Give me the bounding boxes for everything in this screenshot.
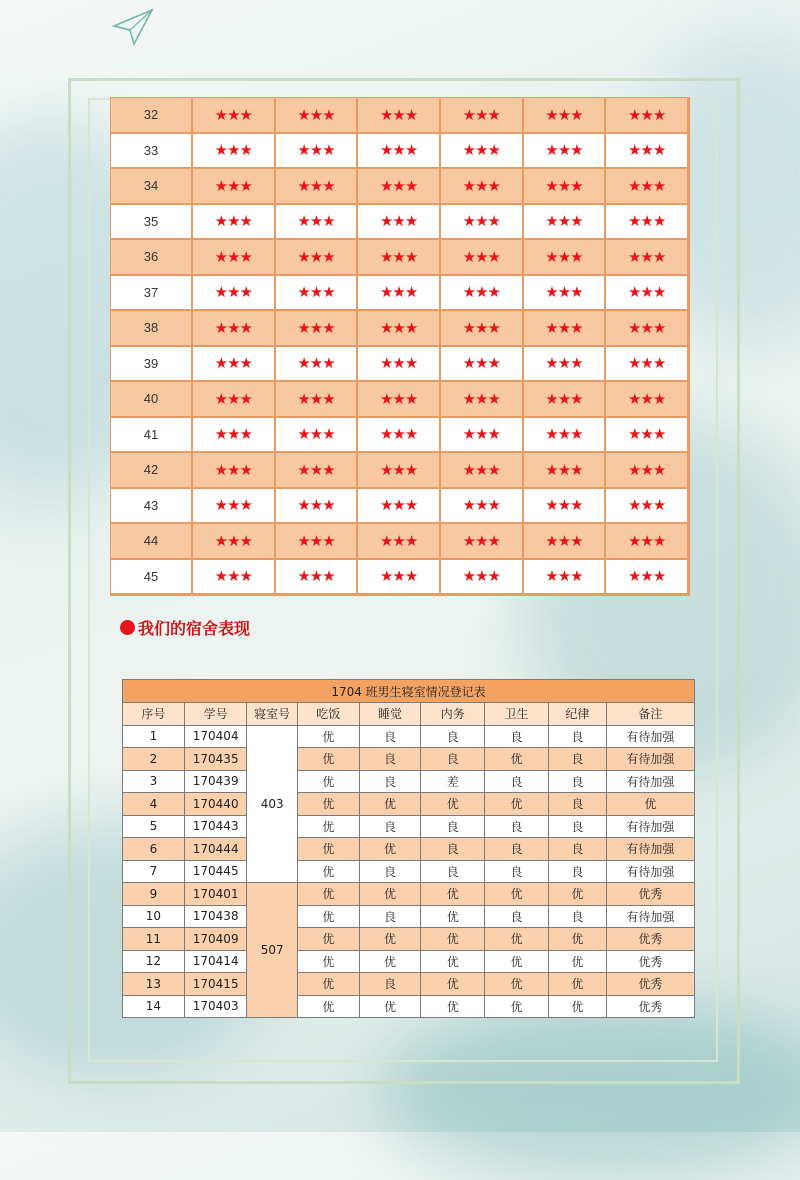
remark: 优秀: [606, 883, 694, 906]
column-header: 睡觉: [359, 703, 421, 726]
rating-discipline: 良: [548, 860, 606, 883]
rating-hygiene: 良: [485, 815, 549, 838]
rating-housekeeping: 差: [421, 770, 485, 793]
star-rating: ★★★: [358, 169, 441, 205]
rating-hygiene: 优: [485, 973, 549, 996]
dorm-registration-table: [122, 679, 695, 1018]
star-rating: ★★★: [276, 489, 359, 525]
star-rating: ★★★: [193, 134, 276, 170]
rating-hygiene: 良: [485, 725, 549, 748]
star-rating: ★★★: [276, 453, 359, 489]
star-rating: ★★★: [441, 489, 524, 525]
star-rating: ★★★: [524, 205, 607, 241]
remark: 有待加强: [606, 838, 694, 861]
rating-sleeping: 良: [359, 905, 421, 928]
rating-housekeeping: 良: [421, 815, 485, 838]
star-rating: ★★★: [358, 276, 441, 312]
section-heading: [120, 616, 250, 639]
student-number: 44: [111, 524, 193, 560]
star-rating: ★★★: [276, 134, 359, 170]
rating-discipline: 良: [548, 815, 606, 838]
star-table-row: [111, 276, 689, 312]
star-table-row: [111, 560, 689, 596]
row-index: 4: [123, 793, 185, 816]
star-rating: ★★★: [193, 169, 276, 205]
rating-discipline: 良: [548, 770, 606, 793]
rating-sleeping: 良: [359, 748, 421, 771]
rating-discipline: 优: [548, 973, 606, 996]
star-table-row: [111, 205, 689, 241]
column-header: 学号: [184, 703, 247, 726]
red-bullet-icon: [120, 620, 135, 635]
rating-hygiene: 良: [485, 838, 549, 861]
student-id: 170401: [184, 883, 247, 906]
student-number: 40: [111, 382, 193, 418]
star-rating: ★★★: [193, 418, 276, 454]
star-table-row: [111, 134, 689, 170]
star-rating: ★★★: [358, 560, 441, 596]
star-rating: ★★★: [193, 382, 276, 418]
star-rating: ★★★: [606, 240, 689, 276]
remark: 优秀: [606, 928, 694, 951]
star-rating: ★★★: [193, 205, 276, 241]
row-index: 13: [123, 973, 185, 996]
star-rating: ★★★: [524, 134, 607, 170]
rating-sleeping: 优: [359, 995, 421, 1018]
star-rating: ★★★: [524, 524, 607, 560]
rating-sleeping: 优: [359, 793, 421, 816]
star-rating: ★★★: [606, 418, 689, 454]
star-rating: ★★★: [606, 560, 689, 596]
student-id: 170443: [184, 815, 247, 838]
star-rating: ★★★: [606, 205, 689, 241]
star-rating: ★★★: [358, 240, 441, 276]
rating-discipline: 优: [548, 995, 606, 1018]
rating-eating: 优: [297, 928, 359, 951]
rating-eating: 优: [297, 905, 359, 928]
star-rating: ★★★: [358, 453, 441, 489]
rating-sleeping: 良: [359, 973, 421, 996]
row-index: 2: [123, 748, 185, 771]
rating-housekeeping: 优: [421, 793, 485, 816]
rating-eating: 优: [297, 793, 359, 816]
rating-housekeeping: 良: [421, 860, 485, 883]
student-number: 36: [111, 240, 193, 276]
student-id: 170440: [184, 793, 247, 816]
star-rating: ★★★: [524, 98, 607, 134]
star-rating: ★★★: [276, 205, 359, 241]
student-id: 170414: [184, 950, 247, 973]
star-rating: ★★★: [524, 240, 607, 276]
remark: 有待加强: [606, 770, 694, 793]
rating-eating: 优: [297, 995, 359, 1018]
rating-hygiene: 优: [485, 793, 549, 816]
section-title: 我们的宿舍表现: [138, 619, 251, 638]
star-rating: ★★★: [358, 347, 441, 383]
table-row: [123, 928, 695, 951]
column-header: 内务: [421, 703, 485, 726]
rating-eating: 优: [297, 883, 359, 906]
star-rating: ★★★: [358, 418, 441, 454]
rating-housekeeping: 优: [421, 973, 485, 996]
paper-plane-icon: [112, 6, 154, 48]
star-table-row: [111, 347, 689, 383]
remark: 有待加强: [606, 748, 694, 771]
student-number: 39: [111, 347, 193, 383]
rating-hygiene: 优: [485, 883, 549, 906]
table-row: [123, 995, 695, 1018]
rating-housekeeping: 优: [421, 883, 485, 906]
star-rating: ★★★: [441, 134, 524, 170]
star-rating: ★★★: [358, 98, 441, 134]
student-id: 170403: [184, 995, 247, 1018]
star-table-row: [111, 240, 689, 276]
remark: 优: [606, 793, 694, 816]
student-number: 34: [111, 169, 193, 205]
column-header: 纪律: [548, 703, 606, 726]
student-id: 170415: [184, 973, 247, 996]
student-number: 43: [111, 489, 193, 525]
star-rating: ★★★: [524, 347, 607, 383]
star-rating: ★★★: [606, 489, 689, 525]
rating-hygiene: 良: [485, 860, 549, 883]
row-index: 12: [123, 950, 185, 973]
rating-discipline: 良: [548, 793, 606, 816]
star-rating: ★★★: [276, 560, 359, 596]
rating-discipline: 优: [548, 950, 606, 973]
student-id: 170404: [184, 725, 247, 748]
star-rating: ★★★: [524, 276, 607, 312]
remark: 有待加强: [606, 860, 694, 883]
star-table-row: [111, 98, 689, 134]
star-rating: ★★★: [358, 489, 441, 525]
rating-housekeeping: 良: [421, 838, 485, 861]
column-header: 卫生: [485, 703, 549, 726]
student-id: 170444: [184, 838, 247, 861]
remark: 有待加强: [606, 815, 694, 838]
star-rating: ★★★: [276, 524, 359, 560]
table-row: [123, 860, 695, 883]
star-rating: ★★★: [276, 169, 359, 205]
star-rating: ★★★: [606, 169, 689, 205]
star-rating: ★★★: [441, 169, 524, 205]
rating-eating: 优: [297, 950, 359, 973]
rating-eating: 优: [297, 860, 359, 883]
star-rating: ★★★: [606, 134, 689, 170]
star-rating: ★★★: [193, 560, 276, 596]
remark: 有待加强: [606, 725, 694, 748]
rating-eating: 优: [297, 973, 359, 996]
rating-hygiene: 良: [485, 770, 549, 793]
student-id: 170435: [184, 748, 247, 771]
dorm-table-title: 1704 班男生寝室情况登记表: [123, 680, 695, 703]
star-table-row: [111, 489, 689, 525]
star-rating: ★★★: [358, 134, 441, 170]
dorm-table-header: [123, 703, 695, 726]
student-number: 37: [111, 276, 193, 312]
table-row: [123, 748, 695, 771]
star-rating: ★★★: [606, 98, 689, 134]
star-table-row: [111, 418, 689, 454]
rating-sleeping: 良: [359, 725, 421, 748]
row-index: 10: [123, 905, 185, 928]
room-number: 507: [247, 883, 297, 1018]
table-row: [123, 973, 695, 996]
rating-housekeeping: 优: [421, 995, 485, 1018]
star-rating: ★★★: [441, 205, 524, 241]
star-rating: ★★★: [524, 560, 607, 596]
star-rating: ★★★: [441, 240, 524, 276]
row-index: 9: [123, 883, 185, 906]
rating-housekeeping: 优: [421, 928, 485, 951]
row-index: 1: [123, 725, 185, 748]
star-rating: ★★★: [524, 418, 607, 454]
column-header: 备注: [606, 703, 694, 726]
star-rating: ★★★: [524, 453, 607, 489]
table-row: [123, 905, 695, 928]
star-rating: ★★★: [524, 382, 607, 418]
student-id: 170438: [184, 905, 247, 928]
student-number: 45: [111, 560, 193, 596]
star-rating: ★★★: [441, 347, 524, 383]
rating-sleeping: 优: [359, 838, 421, 861]
rating-discipline: 良: [548, 838, 606, 861]
rating-sleeping: 良: [359, 815, 421, 838]
row-index: 6: [123, 838, 185, 861]
rating-hygiene: 优: [485, 995, 549, 1018]
rating-eating: 优: [297, 725, 359, 748]
student-id: 170409: [184, 928, 247, 951]
table-row: [123, 793, 695, 816]
star-rating: ★★★: [358, 524, 441, 560]
table-row: [123, 725, 695, 748]
rating-housekeeping: 优: [421, 950, 485, 973]
student-number: 38: [111, 311, 193, 347]
star-table-row: [111, 311, 689, 347]
star-rating: ★★★: [358, 205, 441, 241]
remark: 有待加强: [606, 905, 694, 928]
star-rating: ★★★: [606, 311, 689, 347]
rating-sleeping: 良: [359, 770, 421, 793]
column-header: 吃饭: [297, 703, 359, 726]
row-index: 7: [123, 860, 185, 883]
row-index: 14: [123, 995, 185, 1018]
star-rating: ★★★: [193, 453, 276, 489]
student-number: 42: [111, 453, 193, 489]
remark: 优秀: [606, 973, 694, 996]
rating-eating: 优: [297, 838, 359, 861]
star-rating: ★★★: [524, 169, 607, 205]
star-rating: ★★★: [193, 98, 276, 134]
star-rating: ★★★: [193, 524, 276, 560]
rating-discipline: 良: [548, 905, 606, 928]
star-table-row: [111, 453, 689, 489]
table-row: [123, 950, 695, 973]
student-number: 35: [111, 205, 193, 241]
table-row: [123, 815, 695, 838]
star-rating: ★★★: [276, 240, 359, 276]
star-rating: ★★★: [441, 311, 524, 347]
row-index: 11: [123, 928, 185, 951]
star-table-row: [111, 382, 689, 418]
rating-sleeping: 优: [359, 928, 421, 951]
student-number: 32: [111, 98, 193, 134]
student-id: 170439: [184, 770, 247, 793]
star-rating: ★★★: [358, 382, 441, 418]
star-rating: ★★★: [606, 382, 689, 418]
row-index: 3: [123, 770, 185, 793]
student-number: 41: [111, 418, 193, 454]
star-rating: ★★★: [441, 98, 524, 134]
star-rating: ★★★: [193, 311, 276, 347]
star-rating: ★★★: [193, 240, 276, 276]
star-rating: ★★★: [276, 347, 359, 383]
star-rating: ★★★: [193, 347, 276, 383]
rating-hygiene: 良: [485, 905, 549, 928]
rating-hygiene: 优: [485, 950, 549, 973]
room-number: 403: [247, 725, 297, 883]
table-row: [123, 883, 695, 906]
star-rating: ★★★: [441, 453, 524, 489]
rating-discipline: 优: [548, 928, 606, 951]
rating-sleeping: 优: [359, 883, 421, 906]
star-rating: ★★★: [441, 418, 524, 454]
star-rating: ★★★: [524, 311, 607, 347]
star-rating: ★★★: [606, 453, 689, 489]
table-row: [123, 838, 695, 861]
star-rating: ★★★: [193, 276, 276, 312]
star-rating: ★★★: [276, 418, 359, 454]
row-index: 5: [123, 815, 185, 838]
star-rating: ★★★: [276, 276, 359, 312]
column-header: 序号: [123, 703, 185, 726]
rating-housekeeping: 良: [421, 725, 485, 748]
star-rating: ★★★: [441, 382, 524, 418]
rating-eating: 优: [297, 815, 359, 838]
rating-discipline: 优: [548, 883, 606, 906]
star-rating: ★★★: [441, 560, 524, 596]
rating-discipline: 良: [548, 748, 606, 771]
rating-eating: 优: [297, 770, 359, 793]
rating-sleeping: 良: [359, 860, 421, 883]
rating-hygiene: 优: [485, 748, 549, 771]
star-rating: ★★★: [606, 347, 689, 383]
star-rating: ★★★: [441, 524, 524, 560]
star-rating: ★★★: [606, 524, 689, 560]
star-rating: ★★★: [276, 311, 359, 347]
star-rating: ★★★: [441, 276, 524, 312]
rating-discipline: 良: [548, 725, 606, 748]
remark: 优秀: [606, 995, 694, 1018]
star-rating: ★★★: [276, 98, 359, 134]
star-rating: ★★★: [606, 276, 689, 312]
remark: 优秀: [606, 950, 694, 973]
table-row: [123, 770, 695, 793]
star-table-row: [111, 524, 689, 560]
star-rating-table: [110, 97, 690, 596]
star-rating: ★★★: [358, 311, 441, 347]
student-id: 170445: [184, 860, 247, 883]
rating-housekeeping: 良: [421, 748, 485, 771]
star-rating: ★★★: [276, 382, 359, 418]
student-number: 33: [111, 134, 193, 170]
star-rating: ★★★: [524, 489, 607, 525]
rating-eating: 优: [297, 748, 359, 771]
column-header: 寝室号: [247, 703, 297, 726]
rating-housekeeping: 优: [421, 905, 485, 928]
rating-sleeping: 优: [359, 950, 421, 973]
star-rating: ★★★: [193, 489, 276, 525]
star-table-row: [111, 169, 689, 205]
rating-hygiene: 优: [485, 928, 549, 951]
